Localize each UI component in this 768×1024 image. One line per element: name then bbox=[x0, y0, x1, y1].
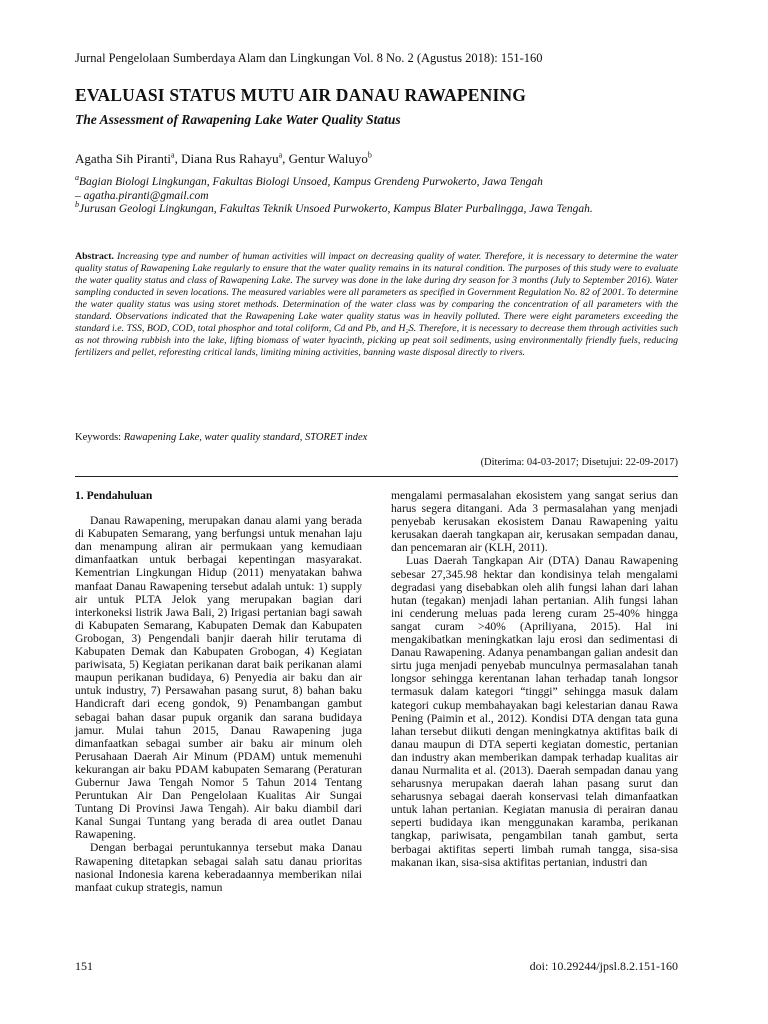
keywords-label: Keywords: bbox=[75, 432, 122, 443]
author-name: Agatha Sih Piranti bbox=[75, 151, 172, 166]
author-separator: , bbox=[282, 151, 289, 166]
section-heading: 1. Pendahuluan bbox=[75, 489, 153, 502]
journal-header: Jurnal Pengelolaan Sumberdaya Alam dan Lingkungan Vol. 8 No. 2 (Agustus 2018): 151-160 bbox=[75, 51, 543, 65]
keywords bbox=[75, 432, 367, 443]
article-subtitle: The Assessment of Rawapening Lake Water Quality Status bbox=[75, 112, 401, 127]
author-affiliation-mark: a bbox=[278, 150, 283, 160]
body-column-left bbox=[75, 489, 362, 894]
body-column-right bbox=[391, 489, 678, 869]
page-number: 151 bbox=[75, 959, 93, 973]
abstract-text: Increasing type and number of human activities will impact on decreasing quality of water. Therefore, it is necessary to determine the water quality status of Rawapening Lake regularly to ensure that the water quality remains in its natural condition. The purposes of this study were to evaluate the water quality status and class of Rawapening Lake. The survey was done in the lake during dry season for 3 months (July to September 2016). Water sampling conducted in seven locations. The measured variables were all parameters as specified in Government Regulation No. 82 of 2001. To determine the water quality status was using storet methods. Determination of the water class was by comparing the concentration of all parameters with the standard. Observations indicated that the Rawapening Lake water quality status was in heavily polluted. There were eight parameters exceeding the standard i.e. TSS, BOD, COD, total phosphor and total coliform, Cd and Pb, and H₂S. Therefore, it is necessary to decrease them through activities such as not throwing rubbish into the lake, lifting biomass of water hyacinth, picking up peat soil sediments, using environmentally friendly fuels, reducing fertilizers and pellet, reforesting critical lands, limiting mining activities, banning waste disposal directly to rivers. bbox=[75, 251, 678, 359]
author-name: Gentur Waluyo bbox=[288, 151, 368, 166]
affiliation-a bbox=[75, 173, 543, 189]
abstract bbox=[75, 251, 678, 359]
body-paragraph: Danau Rawapening, merupakan danau alami yang berada di Kabupaten Semarang, yang berfungsi untuk menahan laju dan menampung aliran air permukaan yang kemudiaan dimanfaatkan untuk berbagai kepentingan masyarakat. Kementrian Lingkungan Hidup (2011) menyatakan bahwa manfaat Danau Rawapening tersebut adalah untuk: 1) supply air untuk PLTA Jelok yang merupakan bagian dari interkoneksi listrik Jawa Bali, 2) Irigasi pertanian bagi sawah di Kabupaten Semarang, Kabupaten Demak dan Kabupaten Grobogan, 3) Pengendali banjir daerah hilir terutama di Kabupaten Demak dan Kabupaten Grobogan, 4) Kegiatan pariwisata, 5) Kegiatan perikanan darat baik perikanan alami maupun perikanan budidaya, 6) Penyedia air baku dan air untuk industry, 7) Persawahan pasang surut, 8) bahan baku Handicraft dari eceng gondok, 9) Penambangan gambut sebagai bahan dasar pupuk organik dan sarana budidaya jamur. Mulai tahun 2015, Danau Rawapening juga dimanfaatkan sebagai sumber air baku air minum oleh Perusahaan Daerah Air Minum (PDAM) untuk memenuhi kekurangan air baku PDAM kabupaten Semarang (Peraturan Gubernur Jawa Tengah Nomor 5 Tahun 2014 Tentang Peruntukan Air Dan Pengelolaan Kualitas Air Sungai Tuntang Di Provinsi Jawa Tengah). Air baku diambil dari Kanal Sungai Tuntang yang berada di area outlet Danau Rawapening. bbox=[75, 514, 362, 842]
author-list bbox=[75, 151, 372, 167]
affiliation-text: Jurusan Geologi Lingkungan, Fakultas Teknik Unsoed Purwokerto, Kampus Blater Purbalingga, Jawa Tengah. bbox=[79, 203, 593, 215]
body-paragraph: mengalami permasalahan ekosistem yang sangat serius dan harus segera ditangani. Ada 3 permasalahan yang menjadi penyebab kerusakan ekosistem Danau Rawapening yaitu kerusakan daerah tangkapan air, kerusakan sempadan danau, dan pencemaran air (KLH, 2011). bbox=[391, 489, 678, 555]
body-paragraph: Luas Daerah Tangkapan Air (DTA) Danau Rawapening sebesar 27,345.98 hektar dan kondisinya telah mengalami degradasi yang disebabkan oleh alih fungsi lahan dari lahan hutan (tegakan) menjadi lahan pertanian. Alih fungsi lahan ini cenderung meluas pada lereng curam 25-40% hingga sangat curam >40% (Apriliyana, 2015). Hal ini mengakibatkan meningkatkan laju erosi dan sedimentasi di Danau Rawapening. Adanya penambangan galian andesit dan sirtu juga menjadi penyebab munculnya permasalahan tanah longsor sehingga kerentanan lahan terhadap tanah longsor termasuk dalam kategori “tinggi” sehingga masuk dalam kategori cukup membahayakan bagi kelestarian danau Rawa Pening (Paimin et al., 2012). Kondisi DTA dengan tata guna lahan tersebut diikuti dengan meningkatnya aktifitas baik di danau maupun di DTA seperti kegiatan domestic, pertanian dan industry akan memberikan dampak terhadap kualitas air danau Nurmalita et al. (2013). Daerah sempadan danau yang seharusnya merupakan daerah lahan pasang surut dan seharusnya sebagai daerah konservasi telah dimanfaatkan untuk lahan pertanian. Kegiatan manusia di perairan danau seperti budidaya ikan menggunakan karamba, perikanan tangkap, pariwisata, pengambilan tanah gambut, serta berbagai aktifitas seperti limbah rumah tangga, sisa-sisa makanan ikan, sisa-sisa aktifitas pertanian, industri dan bbox=[391, 554, 678, 869]
doi: doi: 10.29244/jpsl.8.2.151-160 bbox=[529, 959, 678, 973]
author-affiliation-mark: a bbox=[171, 150, 175, 160]
affiliation-mark: b bbox=[75, 200, 79, 210]
author-name: Diana Rus Rahayu bbox=[181, 151, 279, 166]
affiliation-mark: a bbox=[75, 173, 79, 183]
affiliation-text: Bagian Biologi Lingkungan, Fakultas Biologi Unsoed, Kampus Grendeng Purwokerto, Jawa Tengah bbox=[79, 176, 543, 188]
abstract-label: Abstract. bbox=[75, 251, 114, 262]
keywords-value: Rawapening Lake, water quality standard, STORET index bbox=[123, 432, 368, 443]
body-paragraph: Dengan berbagai peruntukannya tersebut maka Danau Rawapening ditetapkan sebagai salah satu danau prioritas nasional Indonesia karena keberadaannya memberikan nilai manfaat cukup strategis, namun bbox=[75, 841, 362, 894]
author-separator: , bbox=[174, 151, 182, 166]
divider bbox=[75, 476, 678, 477]
author-email: – agatha.piranti@gmail.com bbox=[75, 190, 209, 202]
received-dates: (Diterima: 04-03-2017; Disetujui: 22-09-2017) bbox=[480, 457, 678, 468]
author-affiliation-mark: b bbox=[367, 150, 372, 160]
article-title: EVALUASI STATUS MUTU AIR DANAU RAWAPENING bbox=[75, 85, 527, 105]
affiliation-b bbox=[75, 200, 593, 216]
